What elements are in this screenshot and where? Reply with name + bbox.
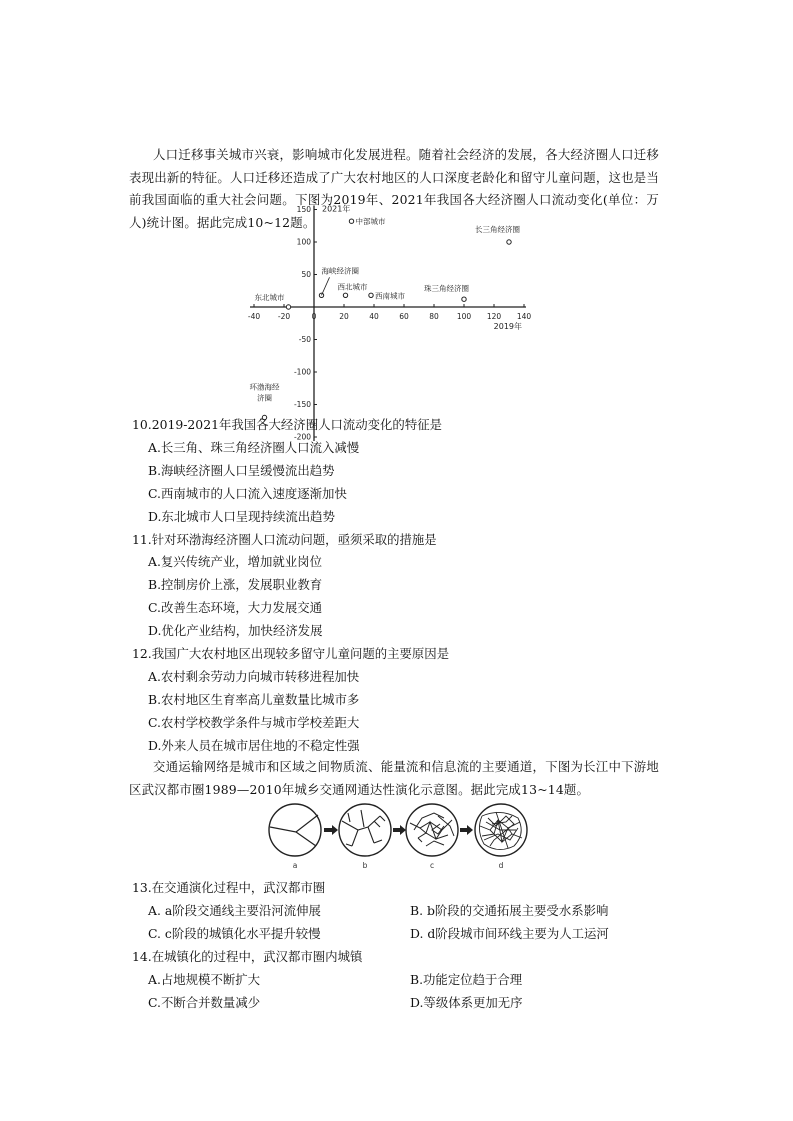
option-b[interactable]: B. b阶段的交通拓展主要受水系影响 bbox=[410, 902, 609, 918]
point-label: 东北城市 bbox=[254, 293, 285, 302]
x-tick-label: 120 bbox=[486, 312, 502, 321]
question-stem: 13.在交通演化过程中，武汉都市圈 bbox=[132, 880, 326, 895]
option-b[interactable]: B.控制房价上涨，发展职业教育 bbox=[148, 577, 323, 593]
point-label: 济圈 bbox=[257, 393, 272, 403]
option-a[interactable]: A. a阶段交通线主要沿河流伸展 bbox=[148, 902, 321, 918]
x-tick-label: 0 bbox=[311, 312, 317, 321]
x-axis-title: 2019年 bbox=[493, 322, 522, 331]
option-a[interactable]: A.复兴传统产业，增加就业岗位 bbox=[148, 554, 322, 570]
data-point bbox=[462, 297, 466, 301]
option-b[interactable]: B.海峡经济圈人口呈缓慢流出趋势 bbox=[148, 462, 335, 478]
stage-d-lines bbox=[479, 812, 522, 850]
arrow-icon bbox=[460, 825, 473, 835]
x-tick-label: 100 bbox=[456, 312, 472, 321]
option-c[interactable]: C.西南城市的人口流入速度逐渐加快 bbox=[148, 485, 347, 501]
stage-a-lines bbox=[270, 815, 318, 846]
question-11 bbox=[132, 529, 449, 644]
y-tick-label: -200 bbox=[293, 432, 311, 442]
y-tick-label: 50 bbox=[301, 270, 311, 279]
intro-paragraph-1: 人口迁移事关城市兴衰，影响城市化发展进程。随着社会经济的发展，各大经济圈人口迁移表现出新的特征。人口迁移还造成了广大农村地区的人口深度老龄化和留守儿童问题，这也是当前我国面临的重大社会问题。下图为2019年、2021年我国各大经济圈人口流动变化(单位：万人)统计图。据此完成10~12题。 bbox=[129, 147, 659, 230]
x-tick-label: 60 bbox=[399, 312, 409, 321]
data-point bbox=[343, 293, 347, 297]
transport-evolution-figure bbox=[268, 800, 530, 872]
question-10 bbox=[132, 414, 449, 529]
option-d[interactable]: D.优化产业结构，加快经济发展 bbox=[148, 623, 323, 639]
option-d[interactable]: D. d阶段城市间环线主要为人工运河 bbox=[410, 925, 609, 941]
point-label: 长三角经济圈 bbox=[475, 225, 520, 234]
x-tick-label: 80 bbox=[429, 312, 439, 321]
y-axis-title: 2021年 bbox=[322, 204, 351, 214]
y-tick-label: 100 bbox=[296, 237, 311, 247]
stage-a-circle bbox=[269, 804, 321, 856]
point-leader-line bbox=[322, 277, 330, 295]
arrow-icon bbox=[324, 825, 338, 835]
option-d[interactable]: D.外来人员在城市居住地的不稳定性强 bbox=[148, 737, 360, 753]
x-tick-label: 140 bbox=[516, 312, 532, 321]
stage-b-circle bbox=[339, 804, 391, 856]
stage-d-label: d bbox=[498, 861, 504, 870]
point-label: 珠三角经济圈 bbox=[424, 284, 469, 294]
option-c[interactable]: C.改善生态环境，大力发展交通 bbox=[148, 600, 323, 616]
intro-paragraph-2: 交通运输网络是城市和区域之间物质流、能量流和信息流的主要通道，下图为长江中下游地区武汉都市圈1989—2010年城乡交通网通达性演化示意图。据此完成13~14题。 bbox=[129, 759, 659, 797]
x-tick-label: 20 bbox=[339, 312, 349, 321]
point-label: 海峡经济圈 bbox=[321, 266, 359, 276]
option-d[interactable]: D.东北城市人口呈现持续流出趋势 bbox=[148, 508, 335, 524]
question-stem: 11.针对环渤海经济圈人口流动问题，亟须采取的措施是 bbox=[132, 531, 437, 547]
question-14 bbox=[132, 946, 609, 1015]
data-point bbox=[507, 240, 511, 244]
point-label: 环渤海经 bbox=[249, 382, 280, 392]
option-a[interactable]: A.占地规模不断扩大 bbox=[148, 971, 261, 987]
question-stem: 12.我国广大农村地区出现较多留守儿童问题的主要原因是 bbox=[132, 646, 450, 662]
option-d[interactable]: D.等级体系更加无序 bbox=[410, 994, 523, 1010]
question-stem: 14.在城镇化的过程中，武汉都市圈内城镇 bbox=[132, 948, 363, 964]
stage-b-label: b bbox=[362, 861, 368, 870]
point-label: 中部城市 bbox=[355, 217, 386, 227]
point-label: 西北城市 bbox=[337, 282, 368, 292]
y-tick-label: -50 bbox=[298, 335, 311, 344]
data-point bbox=[369, 293, 373, 297]
option-c[interactable]: C. c阶段的城镇化水平提升较慢 bbox=[148, 925, 321, 941]
y-tick-label: -100 bbox=[293, 367, 311, 377]
question-group-10-12 bbox=[132, 414, 449, 758]
arrow-icon bbox=[393, 825, 406, 835]
stage-b-lines bbox=[342, 810, 385, 846]
option-b[interactable]: B.功能定位趋于合理 bbox=[410, 971, 523, 987]
stage-a-label: a bbox=[292, 861, 298, 870]
x-tick-label: 40 bbox=[369, 312, 379, 321]
y-tick-label: -150 bbox=[293, 400, 311, 409]
data-point bbox=[286, 305, 290, 309]
stage-c-lines bbox=[410, 813, 454, 846]
option-a[interactable]: A.农村剩余劳动力向城市转移进程加快 bbox=[148, 668, 360, 684]
point-label: 西南城市 bbox=[375, 291, 405, 301]
question-13 bbox=[132, 877, 609, 946]
option-a[interactable]: A.长三角、珠三角经济圈人口流入减慢 bbox=[148, 439, 360, 455]
option-c[interactable]: C.不断合并数量减少 bbox=[148, 994, 261, 1010]
option-b[interactable]: B.农村地区生育率高儿童数量比城市多 bbox=[148, 691, 360, 707]
question-stem: 10.2019-2021年我国各大经济圈人口流动变化的特征是 bbox=[132, 417, 442, 432]
question-group-13-14 bbox=[132, 877, 609, 1014]
stage-c-label: c bbox=[429, 861, 435, 870]
y-tick-label: 150 bbox=[296, 205, 311, 214]
x-tick-label: -20 bbox=[277, 312, 291, 321]
option-c[interactable]: C.农村学校教学条件与城市学校差距大 bbox=[148, 714, 360, 730]
question-12 bbox=[132, 643, 449, 758]
x-tick-label: -40 bbox=[247, 312, 261, 321]
data-point bbox=[349, 219, 353, 223]
